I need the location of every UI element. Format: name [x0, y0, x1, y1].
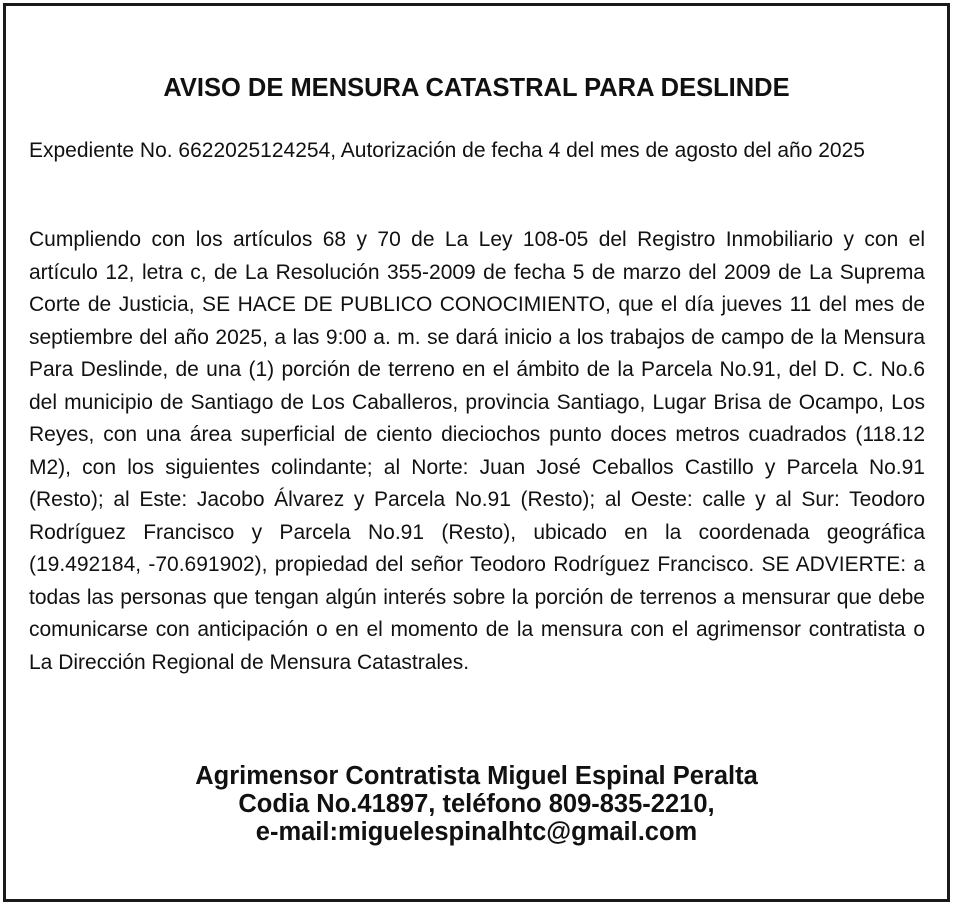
signature-contact: Codia No.41897, teléfono 809-835-2210,	[238, 790, 715, 818]
signature-email: e-mail:miguelespinalhtc@gmail.com	[255, 818, 698, 846]
notice-body: Cumpliendo con los artículos 68 y 70 de La Ley 108-05 del Registro Inmobiliario y con el artículo 12, letra c, de La Resolución 355-2009 de fecha 5 de marzo del 2009 de La Suprema Corte de Justicia, SE HACE DE PUBLICO CONOCIMIENTO, que el día jueves 11 del mes de septiembre del año 2025, a las 9:00 a. m. se dará inicio a los trabajos de campo de la Mensura Para Deslinde, de una (1) porción de terreno en el ámbito de la Parcela No.91, del D. C. No.6 del municipio de Santiago de Los Caballeros, provincia Santiago, Lugar Brisa de Ocampo, Los Reyes, con una área superficial de ciento dieciochos punto doces metros cuadrados (118.12 M2), con los siguientes colindante; al Norte: Juan José Ceballos Castillo y Parcela No.91 (Resto); al Este: Jacobo Álvarez y Parcela No.91 (Resto); al Oeste: calle y al Sur: Teodoro Rodríguez Francisco y Parcela No.91 (Resto), ubicado en la coordenada geográfica (19.492184, -70.691902), propiedad del señor Teodoro Rodríguez Francisco. SE ADVIERTE: a todas las personas que tengan algún interés sobre la porción de terrenos a mensurar que debe comunicarse con anticipación o en el momento de la mensura con el agrimensor contratista o La Dirección Regional de Mensura Catastrales.	[29, 228, 925, 674]
signature-name: Agrimensor Contratista Miguel Espinal Peralta	[195, 762, 758, 790]
expediente-line: Expediente No. 6622025124254, Autorización de fecha 4 del mes de agosto del año 2025	[29, 139, 865, 162]
signature-block	[6, 762, 947, 846]
notice-title: AVISO DE MENSURA CATASTRAL PARA DESLINDE	[163, 74, 790, 102]
notice-frame	[3, 3, 950, 902]
